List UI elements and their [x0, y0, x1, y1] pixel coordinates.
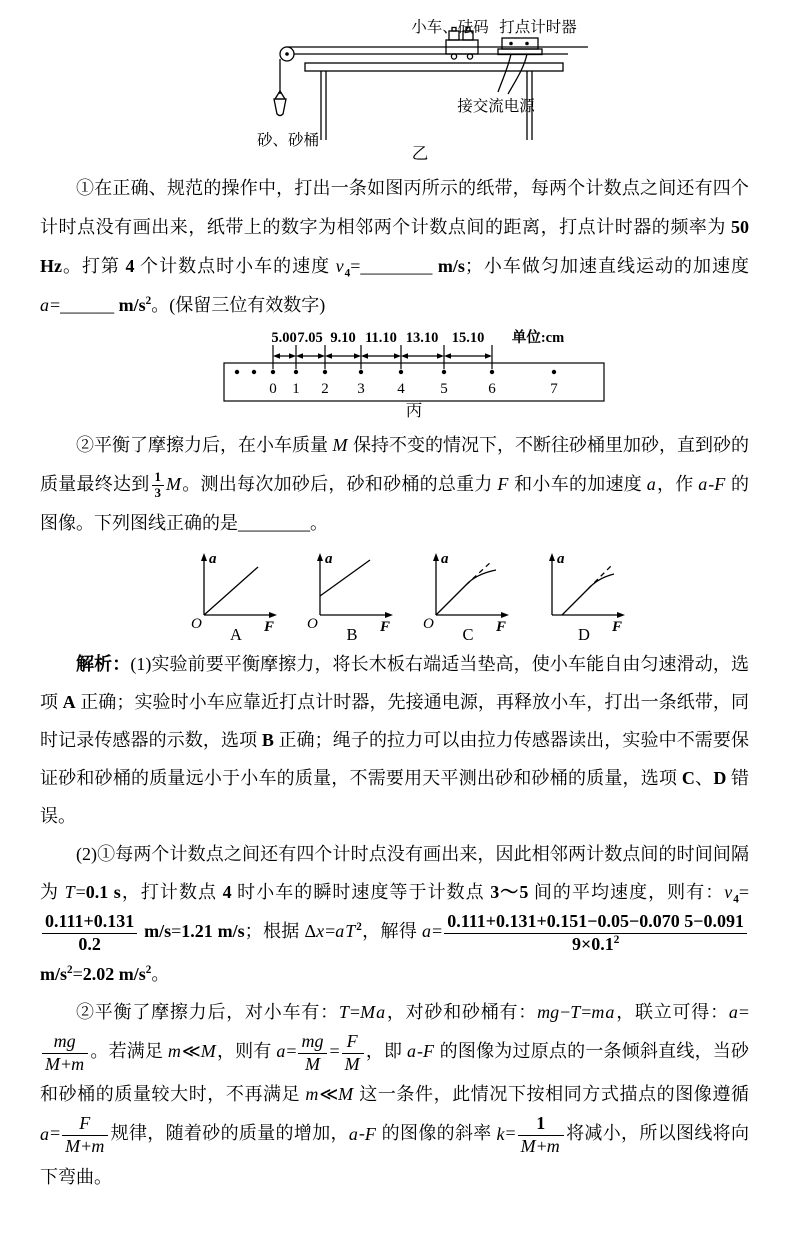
- distance-label: 9.10: [330, 330, 356, 346]
- paragraph-analysis-2: (2)①每两个计数点之间还有四个计时点没有画出来，因此相邻两计数点间的时间间隔为 T=0.1 s，打计数点 4 时小车的瞬时速度等于计数点 3～5 间的平均速度，则有：$v_4=$ $\frac{0.111+0.131}{0.2}$ m/s=1.21 m/s；根据 $\Delta x=aT^2$，解得 a= $\frac{0.111+0.131+0.151-0.05-0.070 5-0.091}{9\times 0.1^2}$ $m/s^2=2.02$ $m/s^2$。: [40, 844, 750, 985]
- curve-a: [204, 567, 258, 615]
- curve-c: [436, 570, 496, 615]
- y-axis-label: a: [557, 551, 565, 567]
- tape-outline: [224, 363, 604, 401]
- paragraph-question-1: ①在正确、规范的操作中，打出一条如图丙所示的纸带，每两个计数点之间还有四个计时点没有画出来，纸带上的数字为相邻两个计数点间的距离，打点计时器的频率为 50 Hz。打第 4 个计数点时小车的速度 $v_4=\_\_\_\_\_\_\_\_$ m/s；小车做匀加速直线运动的加速度 a=______ $m/s^2$。(保留三位有效数字): [40, 178, 750, 315]
- origin-label: O: [423, 616, 434, 632]
- apparatus-label-bucket: 砂、砂桶: [256, 132, 320, 149]
- point-label: 5: [440, 381, 448, 397]
- graph-option-d: [534, 549, 638, 641]
- point-label: 3: [357, 381, 365, 397]
- option-letter: C: [462, 625, 474, 641]
- pulley-icon: [280, 47, 294, 61]
- ticker-timer: [498, 38, 542, 55]
- y-axis-label: a: [209, 551, 217, 567]
- apparatus-label-timer: 打点计时器: [499, 19, 577, 36]
- point-label: 1: [292, 381, 300, 397]
- unit-label: 单位:cm: [511, 330, 565, 346]
- curve-d: [562, 574, 614, 615]
- graph-option-a: [186, 549, 290, 641]
- point-label: 2: [321, 381, 329, 397]
- track-board: [286, 47, 588, 54]
- power-wires: [498, 54, 527, 94]
- distance-label: 11.10: [365, 330, 397, 346]
- figure-apparatus: [250, 4, 749, 167]
- option-letter: D: [578, 625, 590, 641]
- apparatus-diagram: [250, 4, 595, 162]
- paragraph-analysis-1: 解析：(1)实验前要平衡摩擦力，将长木板右端适当垫高，使小车能自由匀速滑动，选项 A 正确；实验时小车应靠近打点计时器，先接通电源，再释放小车，打出一条纸带，同时记录传感器的示数，选项 B 正确；绳子的拉力可以由拉力传感器读出，实验中不需要保证砂和砂桶的质量远小于小车的质量，不需要用天平测出砂和砂桶的质量，选项 C、D 错误。: [40, 654, 750, 826]
- distance-labels: [271, 329, 564, 346]
- paragraph-question-2: ②平衡了摩擦力后，在小车质量 M 保持不变的情况下，不断往砂桶里加砂，直到砂的质量最终达到 $\frac{1}{3}$ M。测出每次加砂后，砂和砂桶的总重力 F 和小车的加速度 a，作 a-F 的图像。下列图线正确的是________。: [40, 435, 750, 533]
- point-labels: [269, 381, 558, 397]
- x-axis-label: F: [496, 619, 507, 635]
- y-axis-label: a: [441, 551, 449, 567]
- option-letter: B: [346, 625, 358, 641]
- sand-bucket-icon: [274, 91, 286, 116]
- tape-ticks: [273, 345, 492, 369]
- apparatus-label-cart: 小车、砝码: [411, 19, 489, 36]
- origin-label: O: [191, 616, 202, 632]
- option-letter: A: [230, 625, 242, 641]
- paragraph-analysis-3: ②平衡了摩擦力后，对小车有：T=Ma，对砂和砂桶有：mg−T=ma，联立可得：a= $\frac{mg}{M+m}$ 。若满足 m≪M，则有 a= $\frac{mg}{M}$ = $\frac{F}{M}$ ，即 a-F 的图像为过原点的一条倾斜直线，当砂和砂桶的质量较大时，不再满足 m≪M 这一条件，此情况下按相同方式描点的图像遵循 a= $\frac{F}{M+m}$ 规律，随着砂的质量的增加，a-F 的图像的斜率 k= $\frac{1}{M+m}$ 将减小，所以图线将向下弯曲。: [40, 1002, 750, 1187]
- graph-option-b: [302, 549, 406, 641]
- x-axis-label: F: [380, 619, 391, 635]
- tape-diagram: [208, 329, 608, 419]
- answer-option-graphs: [186, 549, 749, 641]
- graph-option-c: [418, 549, 522, 641]
- apparatus-label-power: 接交流电源: [457, 98, 535, 115]
- apparatus-caption: 乙: [411, 144, 429, 162]
- point-label: 4: [397, 381, 405, 397]
- x-axis-label: F: [612, 619, 623, 635]
- point-label: 7: [550, 381, 558, 397]
- point-label: 0: [269, 381, 277, 397]
- point-label: 6: [488, 381, 496, 397]
- tape-caption: 丙: [405, 401, 423, 419]
- x-axis-label: F: [264, 619, 275, 635]
- distance-label: 5.00: [271, 330, 297, 346]
- distance-label: 15.10: [451, 330, 485, 346]
- tape-dots: [235, 370, 556, 374]
- figure-tape: [208, 329, 749, 424]
- distance-label: 13.10: [405, 330, 439, 346]
- y-axis-label: a: [325, 551, 333, 567]
- origin-label: O: [307, 616, 318, 632]
- distance-label: 7.05: [297, 330, 323, 346]
